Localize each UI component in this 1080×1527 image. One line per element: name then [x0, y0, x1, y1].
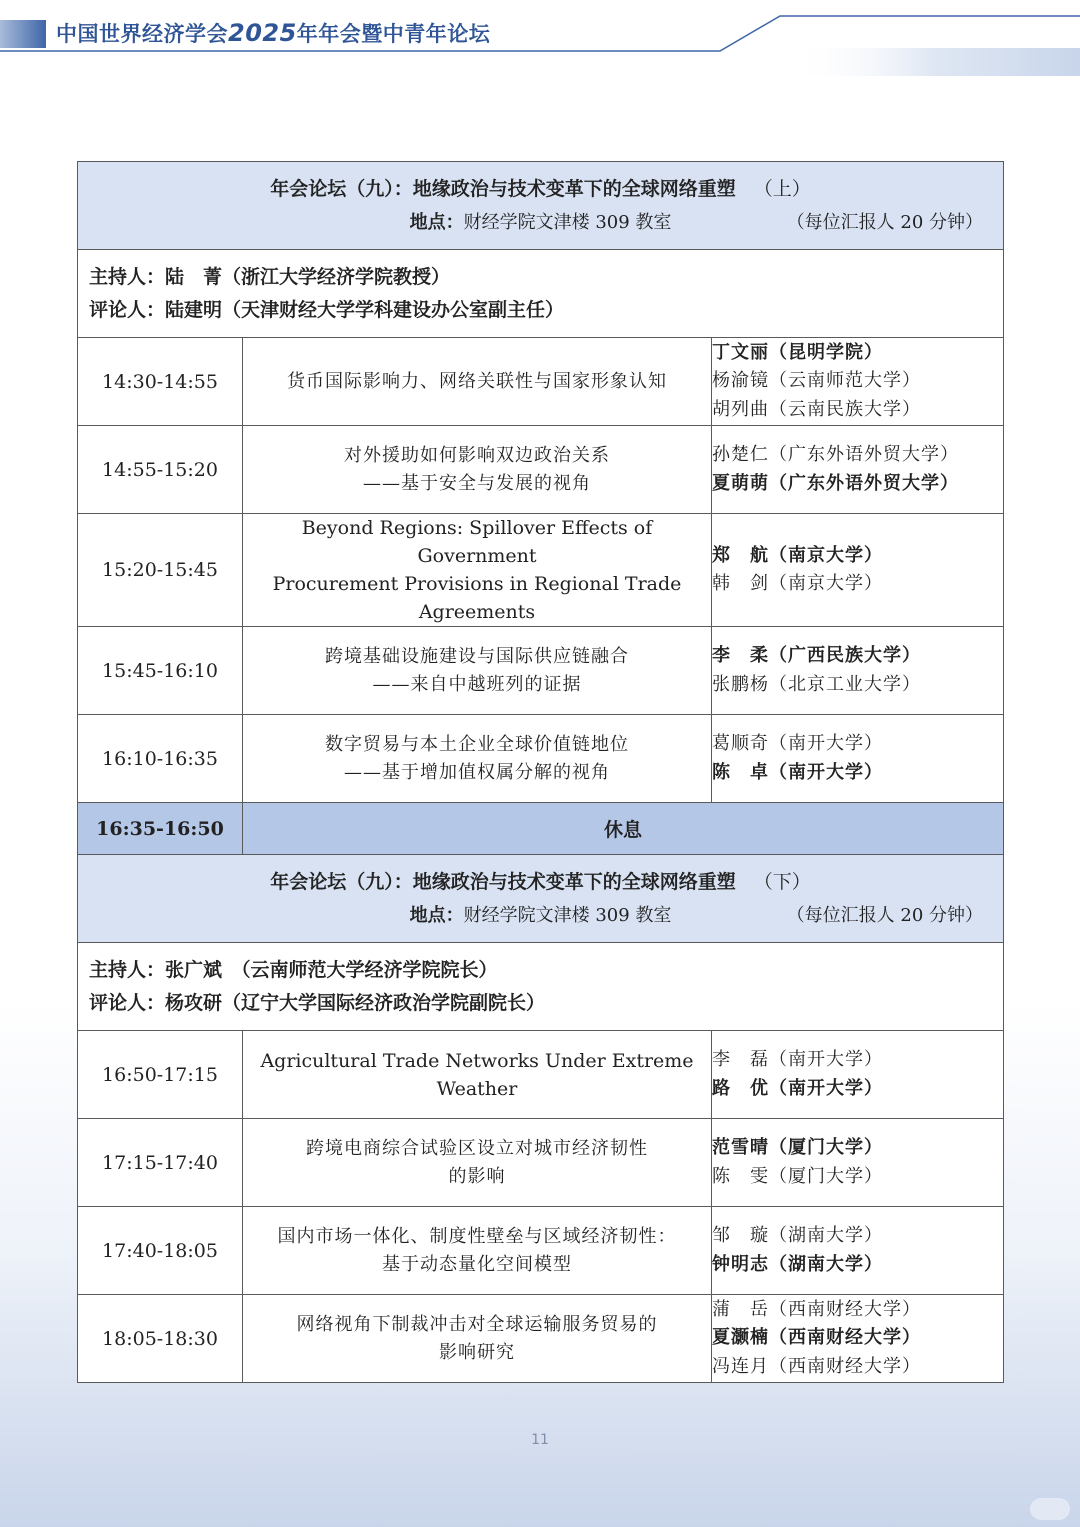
talk-time: 15:45-16:10 [78, 627, 243, 715]
session-location: 地点：财经学院文津楼 309 教室 （每位汇报人 20 分钟） [78, 206, 1003, 239]
speaker: 韩 剑（南京大学） [712, 573, 883, 594]
session-location: 地点：财经学院文津楼 309 教室 （每位汇报人 20 分钟） [78, 899, 1003, 932]
session-title: 年会论坛（九）：地缘政治与技术变革下的全球网络重塑 （上） [270, 177, 811, 200]
break-row [78, 803, 1004, 855]
talk-title: 网络视角下制裁冲击对全球运输服务贸易的 影响研究 [243, 1295, 712, 1383]
speaker: 郑 航（南京大学） [712, 544, 883, 566]
speaker: 陈 卓（南开大学） [712, 761, 883, 783]
talk-row [78, 1031, 1004, 1119]
talk-speakers [712, 627, 1004, 715]
talk-row [78, 514, 1004, 627]
session-host: 主持人：张广斌 （云南师范大学经济学院院长） [89, 958, 498, 981]
speaker: 范雪晴（厦门大学） [712, 1137, 883, 1158]
speaker: 陈 雯（厦门大学） [712, 1165, 883, 1187]
talk-title: 货币国际影响力、网络关联性与国家形象认知 [243, 338, 712, 426]
talk-row [78, 715, 1004, 803]
talk-time: 14:55-15:20 [78, 426, 243, 514]
session-hosts [78, 250, 1004, 338]
talk-title: 跨境电商综合试验区设立对城市经济韧性 的影响 [243, 1119, 712, 1207]
speaker: 张鹏杨（北京工业大学） [712, 673, 921, 695]
talk-time: 17:15-17:40 [78, 1119, 243, 1207]
speaker: 路 优（南开大学） [712, 1077, 883, 1099]
speaker: 杨渝镜（云南师范大学） [712, 370, 921, 392]
talk-time: 15:20-15:45 [78, 514, 243, 627]
talk-speakers [712, 1207, 1004, 1295]
session-note: （每位汇报人 20 分钟） [786, 211, 984, 233]
speaker: 冯连月（西南财经大学） [712, 1355, 921, 1377]
speaker: 夏灏楠（西南财经大学） [712, 1327, 921, 1349]
talk-row [78, 1295, 1004, 1383]
session-header [78, 162, 1004, 250]
schedule-table [77, 161, 1004, 1383]
page-number: 11 [531, 1432, 549, 1448]
speaker: 胡列曲（云南民族大学） [712, 398, 921, 420]
talk-speakers [712, 1031, 1004, 1119]
talk-title: 跨境基础设施建设与国际供应链融合 ——来自中越班列的证据 [243, 627, 712, 715]
speaker: 葛顺奇（南开大学） [712, 733, 883, 754]
session-host: 主持人：陆 菁（浙江大学经济学院教授） [89, 265, 451, 288]
talk-row [78, 627, 1004, 715]
session-title: 年会论坛（九）：地缘政治与技术变革下的全球网络重塑 （下） [270, 870, 811, 893]
talk-title: Beyond Regions: Spillover Effects of Government Procurement Provisions in Regional Trade Agreements [243, 514, 712, 627]
talk-speakers [712, 338, 1004, 426]
talk-title: 国内市场一体化、制度性壁垒与区域经济韧性： 基于动态量化空间模型 [243, 1207, 712, 1295]
session-discussant: 评论人：杨攻研（辽宁大学国际经济政治学院副院长） [89, 991, 546, 1014]
talk-row [78, 338, 1004, 426]
talk-speakers [712, 514, 1004, 627]
talk-title: 数字贸易与本土企业全球价值链地位 ——基于增加值权属分解的视角 [243, 715, 712, 803]
talk-speakers [712, 1295, 1004, 1383]
session-header [78, 855, 1004, 943]
speaker: 夏萌萌（广东外语外贸大学） [712, 472, 959, 494]
session-hosts [78, 943, 1004, 1031]
session-discussant: 评论人：陆建明（天津财经大学学科建设办公室副主任） [89, 298, 565, 321]
talk-time: 16:50-17:15 [78, 1031, 243, 1119]
talk-time: 17:40-18:05 [78, 1207, 243, 1295]
speaker: 李 柔（广西民族大学） [712, 645, 921, 666]
talk-time: 16:10-16:35 [78, 715, 243, 803]
talk-time: 18:05-18:30 [78, 1295, 243, 1383]
break-label: 休息 [243, 803, 1004, 855]
page-header [0, 0, 1080, 80]
speaker: 蒲 岳（西南财经大学） [712, 1298, 921, 1320]
talk-speakers [712, 715, 1004, 803]
talk-row [78, 1207, 1004, 1295]
talk-row [78, 426, 1004, 514]
header-title: 中国世界经济学会2025年年会暨中青年论坛 [56, 19, 491, 47]
speaker: 邹 璇（湖南大学） [712, 1225, 883, 1246]
watermark-badge [1030, 1498, 1070, 1520]
break-time: 16:35-16:50 [78, 803, 243, 855]
talk-title: Agricultural Trade Networks Under Extreme Weather [243, 1031, 712, 1119]
speaker: 丁文丽（昆明学院） [712, 341, 883, 363]
speaker: 孙楚仁（广东外语外贸大学） [712, 444, 959, 465]
speaker: 钟明志（湖南大学） [712, 1253, 883, 1275]
talk-speakers [712, 426, 1004, 514]
speaker: 李 磊（南开大学） [712, 1049, 883, 1070]
talk-row [78, 1119, 1004, 1207]
talk-title: 对外援助如何影响双边政治关系 ——基于安全与发展的视角 [243, 426, 712, 514]
session-note: （每位汇报人 20 分钟） [786, 904, 984, 926]
talk-time: 14:30-14:55 [78, 338, 243, 426]
talk-speakers [712, 1119, 1004, 1207]
